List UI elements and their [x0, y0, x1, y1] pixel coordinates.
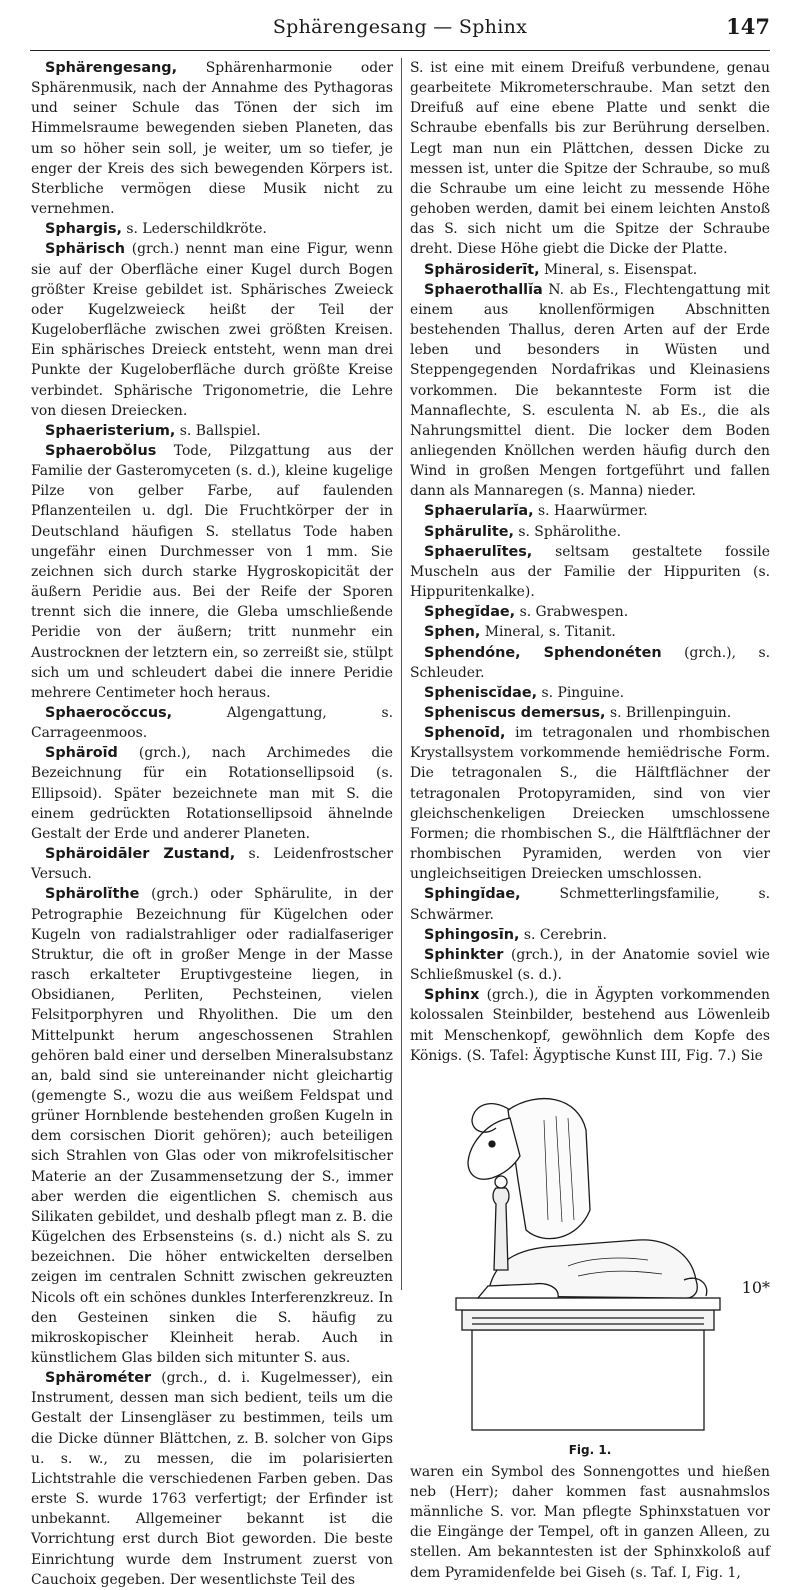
right-column-entries: [410, 58, 770, 1066]
entry-headword: Sphärulite,: [424, 523, 514, 540]
entry-headword: Sphen,: [424, 624, 481, 641]
running-title: Sphärengesang — Sphinx: [272, 16, 528, 38]
entry-headword: Sphärolĭthe: [45, 886, 140, 903]
entry-body: S. ist eine mit einem Dreifuß verbundene, genau gearbeitete Mikrometerschraube. Man setzt den Dreifuß auf eine ebene Platte und senkt die Schraube ebenfalls bis zur Berührung derselben. Legt man nun ein Plättchen, dessen Dicke zu messen ist, unter die Spitze der Schraube, so muß die Schraube um eine leicht zu messende Höhe gehoben werden, damit bei einem leichten Anstoß das S. sich nicht um die Spitze der Schraube dreht. Diese Höhe giebt die Dicke der Platte.: [410, 60, 770, 258]
dictionary-entry: [31, 239, 393, 420]
dictionary-entry: [31, 884, 393, 1368]
dictionary-entry: [410, 58, 770, 260]
page-header: [30, 14, 770, 48]
dictionary-entry: [31, 58, 393, 219]
entry-body: Schmetterlingsfamilie, s. Schwärmer.: [410, 886, 770, 923]
entry-body: s. Lederschildkröte.: [121, 221, 267, 238]
dictionary-entry: [410, 542, 770, 602]
dictionary-entry: [410, 703, 770, 723]
entry-body: s. Haarwürmer.: [533, 503, 648, 520]
entry-headword: Sphaerularĭa,: [424, 503, 534, 520]
column-divider: [401, 58, 402, 1290]
dictionary-entry: [31, 844, 393, 884]
entry-body: (grch.) oder Sphärulite, in der Petrographie Bezeichnung für Kügelchen oder Kugeln von radialstrahliger oder radialfaseriger Struktur, die oft in großer Menge in der Masse rasch erkalteter Eruptivgesteine liegen, in Obsidianen, Perliten, Pechsteinen, vielen Felsitporphyren und Rhyolithen. Die um den Mittelpunkt herum angeschossenen Strahlen gehören bald einer und derselben Mineralsubstanz an, bald sind sie untereinander nicht gleichartig (gemengte S., wozu die aus weißem Feldspat und grüner Hornblende bestehenden großen Kugeln in dem corsischen Diorit gehören); auch beteiligen sich Strahlen von Glas oder von mikrofelsitischer Materie an der Zusammensetzung der S., immer aber werden die eigentlichen S. chemisch aus Silikaten gebildet, und deshalb pflegt man z. B. die Kügelchen des Erbsensteins (s. d.) nicht als S. zu bezeichnen. Die höher entwickelten derselben zeigen im centralen Schnitt zwischen gekreuzten Nicols oft ein schönes dunkles Interferenzkreuz. In den Gesteinen sinken die S. häufig zu mikroskopischer Kleinheit herab. Auch in künstlichem Glas bilden sich mitunter S. aus.: [31, 886, 393, 1366]
entry-body: s. Brillenpinguin.: [605, 705, 732, 721]
entry-headword: Sphingosīn,: [424, 926, 520, 943]
right-column-continuation: waren ein Symbol des Sonnengottes und hießen neb (Herr); daher kommen fast ausnahmslos männliche S. vor. Man pflegte Sphinxstatuen vor die Eingänge der Tempel, oft in ganzen Alleen, zu stellen. Am bekanntesten ist der Sphinxkoloß auf dem Pyramidenfelde bei Giseh (s. Taf. I, Fig. 1,: [410, 1463, 770, 1581]
dictionary-entry: [31, 703, 393, 743]
pedestal-block: [472, 1330, 704, 1430]
dictionary-entry: [410, 602, 770, 622]
entry-body: s. Ballspiel.: [175, 422, 261, 439]
entry-headword: Sphendóne, Sphendonéten: [424, 644, 662, 661]
ram-sphinx-illustration: [448, 1070, 734, 1438]
entry-headword: Sphinx: [424, 987, 480, 1004]
page-number: 147: [726, 14, 770, 39]
entry-headword: Sphäroīd: [45, 745, 118, 762]
left-column: [31, 58, 393, 1590]
entry-headword: Sphäroidāler Zustand,: [45, 846, 236, 863]
pedestal-top: [456, 1298, 720, 1310]
dictionary-entry: [31, 743, 393, 844]
entry-headword: Sphinkter: [424, 946, 504, 963]
dictionary-entry: [31, 1368, 393, 1590]
entry-headword: Sphärengesang,: [45, 60, 178, 76]
entry-headword: Sphaerocŏccus,: [45, 705, 173, 721]
entry-body: s. Pinguine.: [537, 684, 625, 701]
entry-body: N. ab Es., Flechtengattung mit einem aus knollenförmigen Abschnitten bestehenden Thallus, deren Arten auf der Erde leben und besonders in Wüsten und Steppengegenden Nordafrikas und Kleinasiens vorkommen. Die bekannteste Form ist die Mannaflechte, S. esculenta N. ab Es., die als Nahrungsmittel dient. Die locker dem Boden anliegenden Knöllchen werden häufig durch den Wind in großen Mengen fortgeführt und fallen dann als Mannaregen (s. Manna) nieder.: [410, 281, 770, 500]
dictionary-entry: [410, 985, 770, 1066]
entry-headword: Sphenoīd,: [424, 725, 506, 742]
dictionary-entry: [410, 501, 770, 521]
entry-headword: Sphaerothallĭa: [424, 281, 543, 298]
entry-body: Mineral, s. Titanit.: [480, 624, 616, 641]
right-column: [410, 58, 770, 1583]
pedestal-cornice: [462, 1310, 714, 1330]
entry-body: Mineral, s. Eisenspat.: [539, 261, 698, 278]
dictionary-entry: [410, 723, 770, 884]
signature-mark: 10*: [741, 1278, 770, 1297]
entry-body: (grch.), in der Anatomie soviel wie Schließmuskel (s. d.).: [410, 946, 770, 984]
dictionary-entry: [410, 643, 770, 683]
dictionary-entry: [410, 884, 770, 924]
entry-body: im tetragonalen und rhombischen Krystallsystem vorkommende hemiëdrische Form. Die tetragonalen S., die Hälftflächner der tetragonalen Protopyramiden, sind von vier gleichschenkeligen Dreiecken umschlossene Formen; die rhombischen S., die Hälftflächner der rhombischen Pyramiden, werden von vier ungleichseitigen Dreiecken umschlossen.: [410, 725, 770, 883]
entry-body: Algengattung, s. Carrageenmoos.: [31, 705, 393, 742]
entry-headword: Spheniscĭdae,: [424, 684, 538, 701]
dictionary-entry: [31, 219, 393, 239]
entry-body: s. Cerebrin.: [519, 926, 607, 943]
entry-body: Tode, Pilzgattung aus der Familie der Gasteromyceten (s. d.), kleine kugelige Pilze von gelber Farbe, auf faulenden Pflanzenteilen u. dgl. Die Fruchtkörper der in Deutschland häufigen S. stellatus Tode haben ungefähr einen Durchmesser von 1 mm. Sie zeichnen sich durch starke Hygroskopicität der äußern Peridie aus. Bei der Reife der Sporen trennt sich die innere, die Gleba umschließende Peridie von der äußern; tritt nunmehr ein Austrocknen der letztern ein, so zerreißt sie, stülpt sich um und schleudert dabei die innere Peridie mehrere Centimeter hoch heraus.: [31, 442, 393, 701]
entry-body: (grch.), s. Schleuder.: [410, 644, 770, 681]
header-rule: [30, 50, 770, 51]
entry-body: (grch., d. i. Kugelmesser), ein Instrument, dessen man sich bedient, teils um die Gestalt der Linsengläser zu bestimmen, teils um die Dicke dünner Blättchen, z. B. solcher von Gips u. s. w., zu messen, die im polarisierten Lichtstrahle die verschiedenen Farben geben. Das erste S. wurde 1763 verfertigt; der Erfinder ist unbekannt. Allgemeiner bekannt ist die Vorrichtung erst durch Biot geworden. Die beste Einrichtung wurde dem Instrument zuerst von Cauchoix gegeben. Der wesentlichste Teil des: [31, 1370, 393, 1588]
entry-headword: Sphärométer: [45, 1370, 152, 1387]
dictionary-entry: [410, 945, 770, 985]
entry-headword: Sphaeristerium,: [45, 422, 176, 439]
dictionary-entry: [410, 683, 770, 703]
dictionary-entry: [410, 260, 770, 280]
entry-headword: Spheniscus demersus,: [424, 705, 606, 721]
entry-body: (grch.) nennt man eine Figur, wenn sie auf der Oberfläche einer Kugel durch Bogen größter Kreise gebildet ist. Sphärisches Zweieck oder Kugelzweieck heißt der Teil der Kugeloberfläche zwischen zwei größten Kreisen. Ein sphärisches Dreieck entsteht, wenn man drei Punkte der Kugeloberfläche durch größte Kreise verbindet. Sphärische Trigonometrie, die Lehre von diesen Dreiecken.: [31, 241, 393, 419]
entry-headword: Sphegĭdae,: [424, 604, 516, 621]
entry-headword: Sphärosiderīt,: [424, 261, 540, 278]
entry-body: s. Grabwespen.: [515, 604, 629, 621]
entry-body: seltsam gestaltete fossile Muscheln aus der Familie der Hippuriten (s. Hippuritenkalke).: [410, 543, 770, 601]
entry-headword: Sphärisch: [45, 241, 125, 258]
dictionary-entry: [410, 522, 770, 542]
dictionary-entry: [410, 925, 770, 945]
entry-body: s. Sphärolithe.: [513, 523, 621, 540]
entry-headword: Sphingĭdae,: [424, 886, 521, 903]
entry-headword: Sphaerulītes,: [424, 543, 533, 560]
entry-body: s. Leidenfrostscher Versuch.: [31, 846, 393, 883]
dictionary-entry: [31, 441, 393, 703]
entry-headword: Sphargis,: [45, 221, 122, 238]
dictionary-entry: [410, 622, 770, 642]
dictionary-entry: [410, 280, 770, 502]
entry-body: Sphärenharmonie oder Sphärenmusik, nach der Annahme des Pythagoras und seiner Schule das Tönen der sich im Himmelsraume bewegenden sieben Planeten, das um so höher sein soll, je weiter, um so tiefer, je enger der Kreis des sich bewegenden Körpers ist. Sterbliche vermögen diese Musik nicht zu vernehmen.: [31, 60, 393, 218]
entry-headword: Sphaerobŏlus: [45, 442, 157, 459]
entry-body: (grch.), die in Ägypten vorkommenden kolossalen Steinbilder, bestehend aus Löwenleib mit Menschenkopf, gewöhnlich dem Kopfe des Königs. (S. Tafel: Ägyptische Kunst III, Fig. 7.) Sie: [410, 987, 770, 1064]
figure-caption: Fig. 1.: [568, 1442, 612, 1457]
figure-sphinx: [410, 1070, 770, 1460]
dictionary-entry: [31, 421, 393, 441]
entry-body: (grch.), nach Archimedes die Bezeichnung für ein Rotationsellipsoid (s. Ellipsoid). Später bezeichnete man mit S. die einem gedrückten Rotationsellipsoid ähnelnde Gestalt der Erde und anderer Planeten.: [31, 745, 393, 842]
